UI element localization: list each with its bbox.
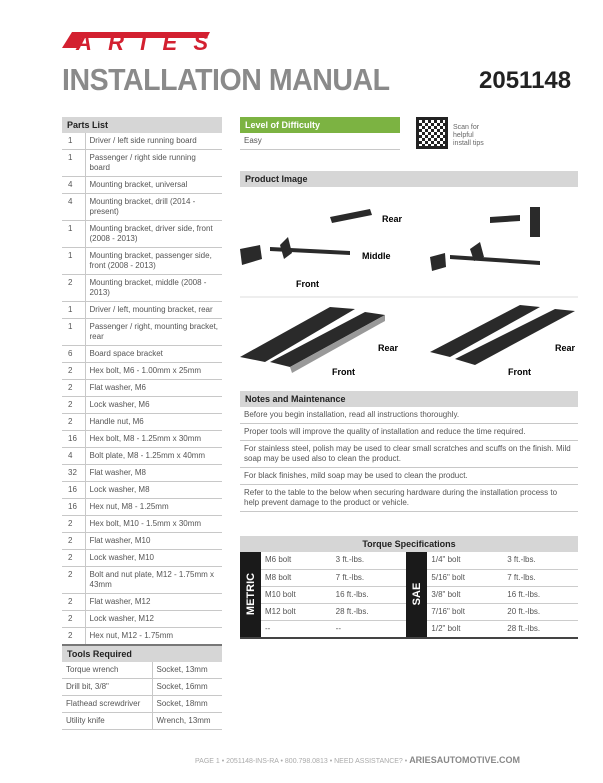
footer-page: PAGE 1 (195, 758, 220, 765)
torque-title: Torque Specifications (240, 536, 578, 552)
product-image (240, 187, 578, 375)
part-qty: 2 (62, 533, 85, 550)
parts-row (62, 482, 222, 499)
parts-row (62, 567, 222, 594)
parts-row (62, 611, 222, 628)
tools-row (62, 679, 222, 696)
part-description: Passenger / right side running board (85, 150, 222, 177)
difficulty-value: Easy (240, 133, 400, 150)
part-description: Hex bolt, M8 - 1.25mm x 30mm (85, 431, 222, 448)
note-item: Refer to the table to the below when securing hardware during the installation process to help prevent damage to the product or vehicle. (240, 485, 578, 512)
parts-row (62, 177, 222, 194)
metric-torque: 16 ft.-lbs. (332, 586, 407, 603)
difficulty-title: Level of Difficulty (240, 117, 400, 133)
part-description: Flat washer, M12 (85, 594, 222, 611)
torque-specs (240, 536, 578, 639)
part-description: Lock washer, M6 (85, 397, 222, 414)
parts-list-title: Parts List (62, 117, 222, 133)
part-qty: 16 (62, 431, 85, 448)
part-description: Driver / left, mounting bracket, rear (85, 302, 222, 319)
parts-row (62, 194, 222, 221)
metric-bolt: M8 bolt (261, 569, 332, 586)
footer (195, 755, 520, 765)
part-qty: 2 (62, 550, 85, 567)
parts-row (62, 594, 222, 611)
part-description: Lock washer, M12 (85, 611, 222, 628)
tools-row (62, 713, 222, 730)
parts-list (62, 117, 222, 646)
part-qty: 4 (62, 177, 85, 194)
sae-torque: 28 ft.-lbs. (503, 620, 578, 638)
sae-torque: 20 ft.-lbs. (503, 603, 578, 620)
parts-row (62, 397, 222, 414)
sep: • (404, 758, 408, 765)
part-qty: 1 (62, 302, 85, 319)
tool-name: Flathead screwdriver (62, 696, 152, 713)
part-description: Hex bolt, M6 - 1.00mm x 25mm (85, 363, 222, 380)
sae-torque: 7 ft.-lbs. (503, 569, 578, 586)
part-qty: 2 (62, 611, 85, 628)
part-description: Hex nut, M8 - 1.25mm (85, 499, 222, 516)
part-qty: 1 (62, 221, 85, 248)
parts-row (62, 248, 222, 275)
parts-row (62, 346, 222, 363)
tool-name: Torque wrench (62, 662, 152, 679)
tools-row (62, 662, 222, 679)
parts-row (62, 550, 222, 567)
part-description: Hex nut, M12 - 1.75mm (85, 628, 222, 646)
parts-row (62, 431, 222, 448)
label-middle: Middle (362, 251, 391, 261)
part-description: Mounting bracket, middle (2008 - 2013) (85, 275, 222, 302)
sep: • (280, 758, 283, 765)
label-rear-2: Rear (378, 343, 399, 353)
part-description: Lock washer, M8 (85, 482, 222, 499)
part-description: Hex bolt, M10 - 1.5mm x 30mm (85, 516, 222, 533)
part-qty: 1 (62, 319, 85, 346)
metric-bolt: -- (261, 620, 332, 638)
part-qty: 2 (62, 363, 85, 380)
part-qty: 6 (62, 346, 85, 363)
product-image-title: Product Image (240, 171, 578, 187)
part-number: 2051148 (479, 67, 572, 94)
parts-row (62, 448, 222, 465)
part-qty: 2 (62, 567, 85, 594)
sep: • (221, 758, 225, 765)
parts-row (62, 465, 222, 482)
qr-caption: Scan for helpful install tips (453, 124, 484, 147)
tools-title: Tools Required (62, 646, 222, 662)
part-description: Driver / left side running board (85, 133, 222, 150)
torque-row (240, 552, 578, 569)
part-qty: 16 (62, 482, 85, 499)
part-qty: 2 (62, 380, 85, 397)
sae-bolt: 1/2" bolt (427, 620, 503, 638)
metric-bolt: M10 bolt (261, 586, 332, 603)
page-title: INSTALLATION MANUAL (62, 62, 390, 97)
parts-row (62, 302, 222, 319)
aries-logo (62, 26, 212, 54)
sae-label: SAE (406, 552, 427, 638)
tool-name: Drill bit, 3/8" (62, 679, 152, 696)
footer-doc: 2051148-INS-RA (226, 758, 279, 765)
sae-torque: 3 ft.-lbs. (503, 552, 578, 569)
parts-row (62, 516, 222, 533)
part-qty: 2 (62, 516, 85, 533)
part-description: Flat washer, M6 (85, 380, 222, 397)
part-qty: 2 (62, 397, 85, 414)
tool-name: Socket, 13mm (152, 662, 222, 679)
parts-row (62, 414, 222, 431)
note-item: For stainless steel, polish may be used to clear small scratches and scuffs on the finish. Mild soap may be used also to clean the product. (240, 441, 578, 468)
metric-torque: -- (332, 620, 407, 638)
part-qty: 2 (62, 414, 85, 431)
sae-bolt: 1/4" bolt (427, 552, 503, 569)
part-description: Mounting bracket, universal (85, 177, 222, 194)
sae-bolt: 3/8" bolt (427, 586, 503, 603)
metric-torque: 7 ft.-lbs. (332, 569, 407, 586)
tool-name: Socket, 18mm (152, 696, 222, 713)
notes-title: Notes and Maintenance (240, 391, 578, 407)
part-qty: 1 (62, 248, 85, 275)
sae-bolt: 5/16" bolt (427, 569, 503, 586)
part-description: Flat washer, M8 (85, 465, 222, 482)
svg-text:ARIES: ARIES (76, 30, 208, 54)
part-description: Flat washer, M10 (85, 533, 222, 550)
footer-assist: NEED ASSISTANCE? (334, 758, 403, 765)
difficulty (240, 117, 400, 150)
sae-bolt: 7/16" bolt (427, 603, 503, 620)
part-qty: 16 (62, 499, 85, 516)
part-description: Mounting bracket, passenger side, front (2008 - 2013) (85, 248, 222, 275)
note-item: For black finishes, mild soap may be used to clean the product. (240, 468, 578, 485)
part-qty: 2 (62, 275, 85, 302)
sep: • (329, 758, 333, 765)
label-rear: Rear (382, 214, 403, 224)
footer-website-link[interactable]: ARIESAUTOMOTIVE.COM (409, 755, 521, 765)
part-qty: 4 (62, 448, 85, 465)
qr-code[interactable] (416, 117, 448, 149)
metric-label: METRIC (240, 552, 261, 638)
part-qty: 1 (62, 150, 85, 177)
tools-row (62, 696, 222, 713)
part-description: Bolt and nut plate, M12 - 1.75mm x 43mm (85, 567, 222, 594)
part-description: Bolt plate, M8 - 1.25mm x 40mm (85, 448, 222, 465)
notes-section (240, 391, 578, 512)
part-description: Lock washer, M10 (85, 550, 222, 567)
parts-row (62, 319, 222, 346)
parts-row (62, 380, 222, 397)
footer-phone: 800.798.0813 (284, 758, 328, 765)
product-image-section (240, 171, 578, 380)
label-front-3: Front (508, 367, 531, 375)
metric-torque: 3 ft.-lbs. (332, 552, 407, 569)
parts-row (62, 150, 222, 177)
parts-row (62, 533, 222, 550)
part-description: Mounting bracket, drill (2014 - present) (85, 194, 222, 221)
note-item: Before you begin installation, read all instructions thoroughly. (240, 407, 578, 424)
parts-row (62, 133, 222, 150)
parts-row (62, 628, 222, 646)
part-qty: 2 (62, 628, 85, 646)
part-description: Passenger / right, mounting bracket, rear (85, 319, 222, 346)
note-item: Proper tools will improve the quality of installation and reduce the time required. (240, 424, 578, 441)
part-qty: 4 (62, 194, 85, 221)
part-qty: 2 (62, 594, 85, 611)
parts-row (62, 221, 222, 248)
parts-row (62, 499, 222, 516)
label-front-2: Front (332, 367, 355, 375)
tool-name: Socket, 16mm (152, 679, 222, 696)
metric-bolt: M12 bolt (261, 603, 332, 620)
part-description: Board space bracket (85, 346, 222, 363)
metric-torque: 28 ft.-lbs. (332, 603, 407, 620)
metric-bolt: M6 bolt (261, 552, 332, 569)
parts-row (62, 363, 222, 380)
part-qty: 32 (62, 465, 85, 482)
part-description: Mounting bracket, driver side, front (2008 - 2013) (85, 221, 222, 248)
part-qty: 1 (62, 133, 85, 150)
label-rear-3: Rear (555, 343, 576, 353)
tool-name: Wrench, 13mm (152, 713, 222, 730)
tools-required (62, 646, 222, 730)
sae-torque: 16 ft.-lbs. (503, 586, 578, 603)
parts-row (62, 275, 222, 302)
tool-name: Utility knife (62, 713, 152, 730)
part-description: Handle nut, M6 (85, 414, 222, 431)
label-front: Front (296, 279, 319, 289)
